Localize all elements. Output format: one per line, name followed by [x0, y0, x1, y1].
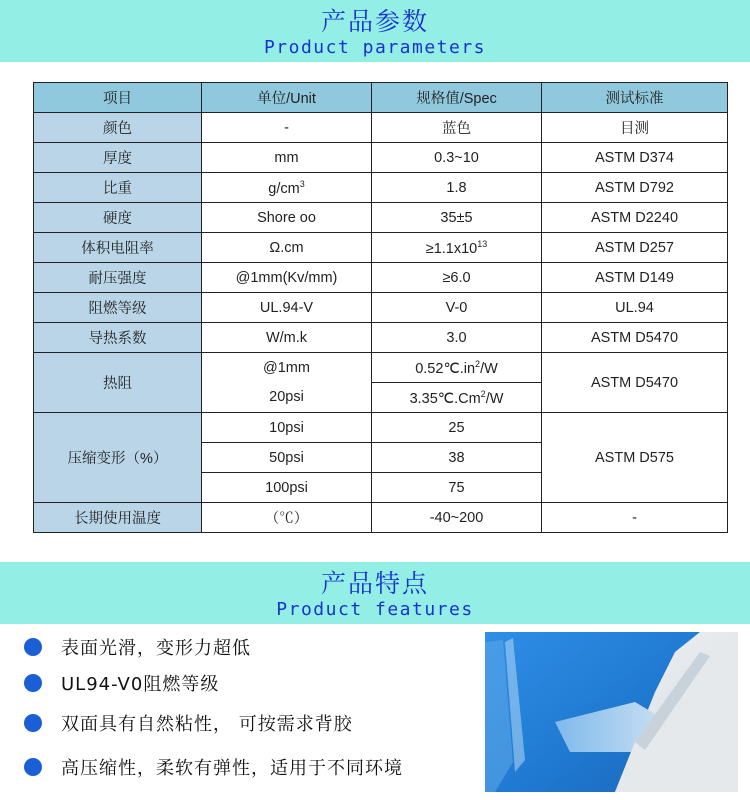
row-label: 压缩变形（%） — [34, 413, 202, 503]
row-spec: ≥6.0 — [372, 263, 542, 293]
row-standard: ASTM D792 — [542, 173, 728, 203]
features-title-en: Product features — [276, 599, 474, 620]
row-unit: UL.94-V — [202, 293, 372, 323]
bullet-icon — [24, 758, 42, 776]
bullet-icon — [24, 638, 42, 656]
row-standard: ASTM D5470 — [542, 353, 728, 413]
row-spec: 蓝色 — [372, 113, 542, 143]
row-label: 热阻 — [34, 353, 202, 413]
feature-text: 双面具有自然粘性， 可按需求背胶 — [61, 714, 353, 735]
row-unit: 100psi — [202, 473, 372, 503]
row-unit — [202, 173, 372, 203]
feature-item — [24, 668, 219, 698]
table-header-row — [34, 83, 728, 113]
spec-text: 3.35℃.Cm — [409, 390, 481, 407]
feature-item — [24, 708, 353, 738]
header-item: 项目 — [34, 83, 202, 113]
table-row — [34, 323, 728, 353]
spec-superscript: 13 — [477, 238, 488, 249]
bullet-icon — [24, 714, 42, 732]
header-standard: 测试标准 — [542, 83, 728, 113]
row-spec — [372, 233, 542, 263]
row-unit: （℃） — [202, 503, 372, 533]
table-row — [34, 263, 728, 293]
features-banner — [0, 562, 750, 624]
header-unit: 单位/Unit — [202, 83, 372, 113]
row-label: 导热系数 — [34, 323, 202, 353]
row-spec: 1.8 — [372, 173, 542, 203]
table-row — [34, 143, 728, 173]
feature-text: 高压缩性，柔软有弹性，适用于不同环境 — [61, 758, 403, 779]
row-unit: 50psi — [202, 443, 372, 473]
spec-superscript: 2 — [480, 388, 486, 399]
table-row — [34, 293, 728, 323]
row-standard: UL.94 — [542, 293, 728, 323]
parameters-title-zh: 产品参数 — [320, 7, 429, 36]
row-unit: 20psi — [202, 383, 372, 413]
table-row — [34, 503, 728, 533]
row-unit: 10psi — [202, 413, 372, 443]
row-label: 体积电阻率 — [34, 233, 202, 263]
row-spec: 38 — [372, 443, 542, 473]
feature-text: UL94-V0阻燃等级 — [61, 674, 220, 695]
table-row — [34, 353, 728, 383]
row-standard: - — [542, 503, 728, 533]
row-standard: ASTM D257 — [542, 233, 728, 263]
row-standard: ASTM D2240 — [542, 203, 728, 233]
row-standard: ASTM D575 — [542, 413, 728, 503]
row-unit: W/m.k — [202, 323, 372, 353]
row-label: 硬度 — [34, 203, 202, 233]
features-title-zh: 产品特点 — [320, 569, 429, 598]
row-unit: Shore oo — [202, 203, 372, 233]
row-spec: V-0 — [372, 293, 542, 323]
row-spec: -40~200 — [372, 503, 542, 533]
row-unit: @1mm — [202, 353, 372, 383]
row-unit: - — [202, 113, 372, 143]
bullet-icon — [24, 674, 42, 692]
row-label: 厚度 — [34, 143, 202, 173]
row-label: 比重 — [34, 173, 202, 203]
feature-item — [24, 752, 403, 782]
unit-superscript: 3 — [299, 178, 305, 189]
row-label: 长期使用温度 — [34, 503, 202, 533]
table-row — [34, 113, 728, 143]
spec-table — [33, 82, 728, 533]
row-spec: 0.3~10 — [372, 143, 542, 173]
row-unit: Ω.cm — [202, 233, 372, 263]
table-row — [34, 413, 728, 443]
spec-tail: /W — [480, 360, 498, 377]
row-spec — [372, 383, 542, 413]
header-spec: 规格值/Spec — [372, 83, 542, 113]
feature-text: 表面光滑，变形力超低 — [61, 638, 251, 659]
parameters-banner — [0, 0, 750, 62]
row-label: 耐压强度 — [34, 263, 202, 293]
row-label: 颜色 — [34, 113, 202, 143]
spec-text: 0.52℃.in — [415, 360, 476, 377]
row-label: 阻燃等级 — [34, 293, 202, 323]
thermal-pad-image — [485, 632, 738, 792]
row-unit: @1mm(Kv/mm) — [202, 263, 372, 293]
row-standard: ASTM D374 — [542, 143, 728, 173]
spec-text: ≥1.1x10 — [425, 240, 478, 257]
row-standard: 目测 — [542, 113, 728, 143]
product-photo — [485, 632, 738, 792]
spec-tail: /W — [485, 390, 504, 407]
spec-superscript: 2 — [475, 358, 481, 369]
parameters-title-en: Product parameters — [263, 37, 487, 58]
table-row — [34, 173, 728, 203]
row-standard: ASTM D5470 — [542, 323, 728, 353]
row-spec: 75 — [372, 473, 542, 503]
feature-item — [24, 632, 251, 662]
table-row — [34, 233, 728, 263]
row-standard: ASTM D149 — [542, 263, 728, 293]
row-unit: mm — [202, 143, 372, 173]
row-spec: 35±5 — [372, 203, 542, 233]
unit-text: g/cm — [268, 180, 300, 197]
row-spec — [372, 353, 542, 383]
row-spec: 3.0 — [372, 323, 542, 353]
row-spec: 25 — [372, 413, 542, 443]
table-row — [34, 203, 728, 233]
